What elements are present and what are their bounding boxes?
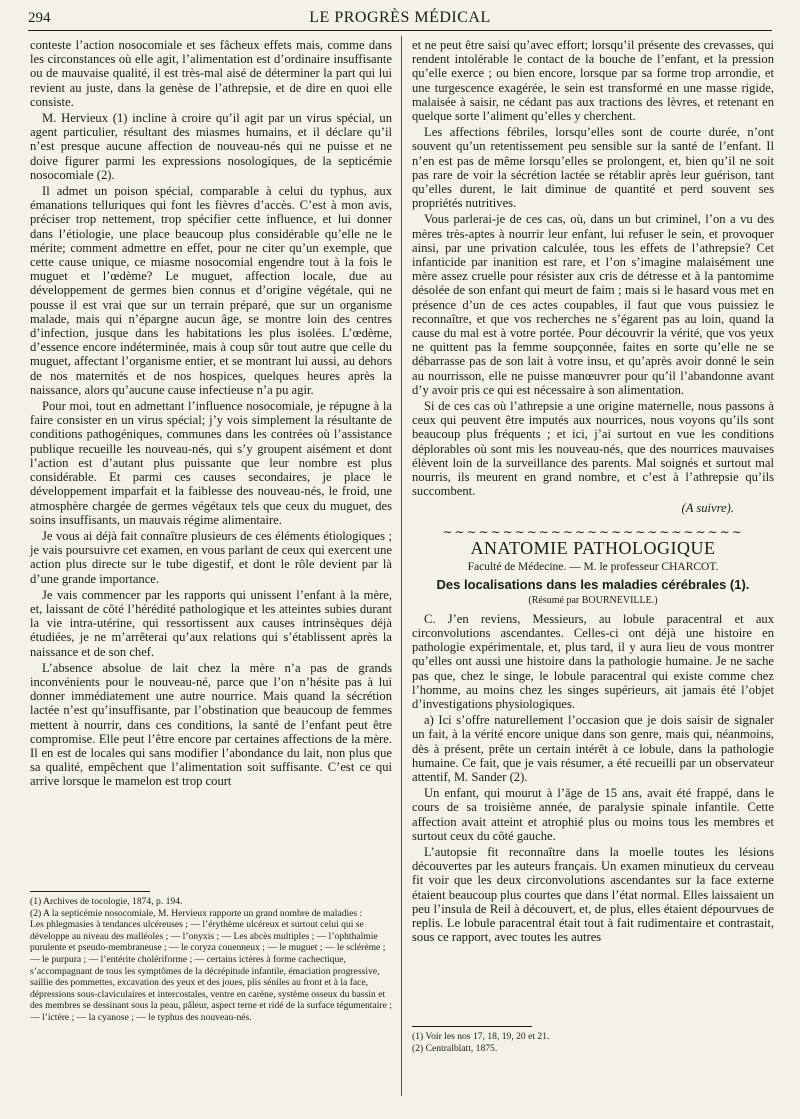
footnote: (2) A la septicémie nosocomiale, M. Hervieux rapporte un grand nombre de maladies : <box>30 907 363 919</box>
journal-title: LE PROGRÈS MÉDICAL <box>309 9 491 26</box>
paragraph: Si de ces cas où l’athrepsie a une origine maternelle, nous passons à ceux qui peuvent être imputés aux nourrices, nous voyons qu’ils sont beaucoup plus fréquents ; et ici, j’ai surtout en vue les conditions déplorables où sont mis les nouveau-nés, que des nourrices mauvaises élèvent loin de la surveillance des parents. Mal soignés et surtout mal nourris, ils meurent en grand nombre, et c’est à l’athrepsie qu’ils succombent. <box>412 399 774 499</box>
page-header <box>28 8 772 31</box>
column-divider <box>401 36 402 1096</box>
paragraph: M. Hervieux (1) incline à croire qu’il agit par un virus spécial, un agent particulier, résultant des miasmes humains, et il déclare qu’il n’est presque aucune affection de nouveau-nés qui ne puisse et ne doive figurer parmi les expressions nosologiques, de la septicémie nosocomiale (2). <box>30 111 392 182</box>
paragraph: L’absence absolue de lait chez la mère n’a pas de grands inconvénients pour le nouveau-né, parce que l’on n’hésite pas à lui donner immédiatement une autre nourrice. Mais quand la sécrétion lactée n’est qu’insuffisante, par l’obstination que beaucoup de femmes mettent à nourrir, dans ces conditions, la santé de l’enfant peut être compromise. Elle peut l’être encore par certaines affections de la mère. Il en est de locales qui sans modifier l’abondance du lait, non plus que sa qualité, empêchent que l’alimentation soit suffisante. C’est ce qui arrive lorsque le mamelon est trop court <box>30 660 392 789</box>
paragraph: a) Ici s’offre naturellement l’occasion que je dois saisir de signaler un fait, à la vérité encore unique dans son genre, mais qui, néanmoins, dès à présent, prête un certain intérêt à ce lobule, dans la pathologie humaine. Ce fait, que je vais résumer, a été recueilli par un observateur attentif, M. Sander (2). <box>412 713 774 784</box>
paragraph: conteste l’action nosocomiale et ses fâcheux effets mais, comme dans les circonstances où elle agit, l’alimentation est d’ordinaire insuffisante ou de mauvaise qualité, il est très-mal aisé de déterminer la part qui lui revient au juste, dans la genèse de l’athrepsie, et de dire en quoi elle consiste. <box>30 38 392 109</box>
resume-line: (Résumé par BOURNEVILLE.) <box>528 594 658 606</box>
right-column <box>412 38 774 946</box>
footnote: (1) Voir les nos 17, 18, 19, 20 et 21. <box>412 1031 550 1042</box>
paragraph: Les affections fébriles, lorsqu’elles sont de courte durée, n’ont souvent qu’un retentissement peu sensible sur la santé de l’enfant. Il n’en est pas de même lorsqu’elles se prolongent, et, bien qu’il ne soit pas rare de voir la sécrétion lactée se rétablir après leur guérison, tant qu’elles durent, le lait diminue de quantité et perd souvent ses propriétés nutritives. <box>412 125 774 211</box>
a-suivre: (A suivre). <box>681 500 734 515</box>
paragraph: Vous parlerai-je de ces cas, où, dans un but criminel, l’on a vu des mères très-aptes à nourrir leur enfant, lui refuser le sein, et provoquer ainsi, par une privation calculée, tous les effets de l’athrepsie? Cet infanticide par inanition est rare, et l’on s’imagine malaisément une mère assez cruelle pour résister aux cris de détresse et à la pantomime désolée de son enfant qui meurt de faim ; mais si le hasard vous met en présence d’un de ces actes coupables, il faut que vous puissiez le reconnaître, et que vos recherches ne s’égarent pas au loin, quand la cause du mal est à votre portée. Pour découvrir la vérité, que vos yeux ne quittent pas la femme soupçonnée, faites en sorte qu’elle ne se débarrasse pas de son lait à votre insu, et qu’après avoir donné le sein au nourrisson, elle ne puisse manœuvrer pour qu’il l’abandonne avant d’y avoir pris ce qui est nécessaire à son alimentation. <box>412 212 774 397</box>
paragraph: L’autopsie fit reconnaître dans la moelle toutes les lésions découvertes par les auteurs français. Un examen minutieux du cerveau fit voir que les deux circonvolutions ascendantes sur la face externe étaient beaucoup plus courtes que dans l’état normal. Elles laissaient un peu l’insula de Reil à découvert, et, de plus, elles étaient dépourvues de replis. Le lobule paracentral était tout à fait rudimentaire et contrastait, sous ce rapport, avec toutes les autres <box>412 844 774 945</box>
footnote: (1) Archives de tocologie, 1874, p. 194. <box>30 896 183 907</box>
paragraph: Je vous ai déjà fait connaître plusieurs de ces éléments étiologiques ; je vais poursuivre cet examen, en vous parlant de ceux qui exercent une action plus directe sur le tube digestif, et dont le rôle devient par là d’une grande importance. <box>30 528 392 586</box>
paragraph: Je vais commencer par les rapports qui unissent l’enfant à la mère, et, laissant de côté l’hérédité pathologique et les atteintes subies durant la vie intra-utérine, qui ressortissent aux causes intrinsèques déjà étudiées, je ne m’arrêterai qu’aux relations qui s’établissent après la naissance et de son chef. <box>30 587 392 659</box>
paragraph: Pour moi, tout en admettant l’influence nosocomiale, je répugne à la faire consister en un virus spécial; j’y vois simplement la résultante de conditions pathogéniques, communes dans les contrées où l’assistance publique recueille les nouveau-nés, qui s’y groupent aisément et dont l’action est d’autant plus puissante que leur nombre est plus considérable. Et parmi ces causes secondaires, je place le développement imparfait et la faiblesse des nouveau-nés, le froid, une atmosphère chargée de germes végétaux tels que ceux du muguet, des soins insuffisants, un mauvais régime alimentaire. <box>30 399 392 527</box>
lecture-title: Des localisations dans les maladies cérébrales (1). <box>436 577 750 593</box>
footnote: (2) Centralblatt, 1875. <box>412 1042 498 1054</box>
left-column <box>30 38 392 791</box>
paragraph: C. J’en reviens, Messieurs, au lobule paracentral et aux circonvolutions ascendantes. Celles-ci ont déjà une histoire en pathologie expérimentale, et, plus tard, il y aura lieu de vous montrer qu’elles ont aussi une histoire dans la pathologie humaine. Je ne sache pas que, chez le singe, le lobule paracentral qui existe comme chez l’homme, au moins chez les singes supérieurs, ait jamais été l’objet d’investigations physiologiques. <box>412 611 774 711</box>
footnote-rule <box>412 1026 532 1027</box>
paragraph: et ne peut être saisi qu’avec effort; lorsqu’il présente des crevasses, qui rendent intolérable le contact de la bouche de l’enfant, et la pression qu’elle exerce ; ou bien encore, lorsque par sa forme trop arrondie, et une turgescence exagérée, le sein est transformé en une masse rigide, malaisée à saisir, ne cédant pas aux tractions des lèvres, et retenant en quelque sorte l’aliment qu’elles y cherchent. <box>412 38 774 124</box>
footnote: Les phlegmasies à tendances ulcéreuses ; — l’érythème ulcéreux et surtout celui qui se développe au niveau des malléoles ; — l’onyxis ; — Les abcès multiples ; — l’ophthalmie purulente et pseudo-membraneuse ; — le coryza couenneux ; — le muguet ; — le sclérème ; — le purpura ; — l’entérite cholériforme ; — certains ictères à forme cachectique, s’accompagnant de tous les symptômes de la décrépitude infantile, émaciation progressive, saillie des pommettes, excavation des yeux et des joues, plis séniles au front et à la face, dépressions sous-claviculaires et intercostales, ventre en carène, système osseux du bassin et des membres se dessinant sous la peau, pâleur, aspect terne et ridé de la surface tégumentaire ; — l’ictère ; — la cyanose ; — le typhus des nouveau-nés. <box>30 919 392 1023</box>
paragraph: Il admet un poison spécial, comparable à celui du typhus, aux émanations telluriques qui font les fièvres d’accès. C’est à mon avis, préciser trop nettement, trop spécifier cette influence, et lui donner dans l’étiologie, une place beaucoup plus considérable qu’elle ne le mérite; comment admettre en effet, pour ne citer qu’un exemple, que cette cause unique, ce miasme nosocomial engendre tout à la fois le muguet et l’œdème? Le muguet, affection locale, due au développement de germes bien connus et d’origine végétale, qui ne pousse il est vrai que sur un terrain préparé, que sur un organisme malade, mais qui n’épargne aucun âge, se montre loin des centres d’infection, jusque dans les habitations les plus isolées. L’œdème, d’essence encore indéterminée, mais à coup sûr tout autre que celle du muguet, affectant l’organisme entier, et se montrant lui aussi, au dehors de nos maternités et de nos hospices, quelques heures après la naissance, alors qu’aucune cause infectieuse n’a pu agir. <box>30 184 392 397</box>
footnote-rule <box>30 891 150 892</box>
left-footnotes <box>30 885 392 1024</box>
faculty-line: Faculté de Médecine. — M. le professeur CHARCOT. <box>467 561 719 574</box>
right-footnotes <box>412 1020 774 1054</box>
ornament-divider: ∼∼∼∼∼∼∼∼∼∼∼∼∼∼∼∼∼∼∼∼∼∼∼∼∼ <box>442 524 744 539</box>
paragraph: Un enfant, qui mourut à l’âge de 15 ans, avait été frappé, dans le cours de sa troisième année, de paralysie spinale infantile. Cette affection avait atteint et atrophié plus ou moins tous les membres et surtout ceux du côté gauche. <box>412 786 774 843</box>
page-number: 294 <box>28 10 51 26</box>
section-title: ANATOMIE PATHOLOGIQUE <box>470 537 716 558</box>
